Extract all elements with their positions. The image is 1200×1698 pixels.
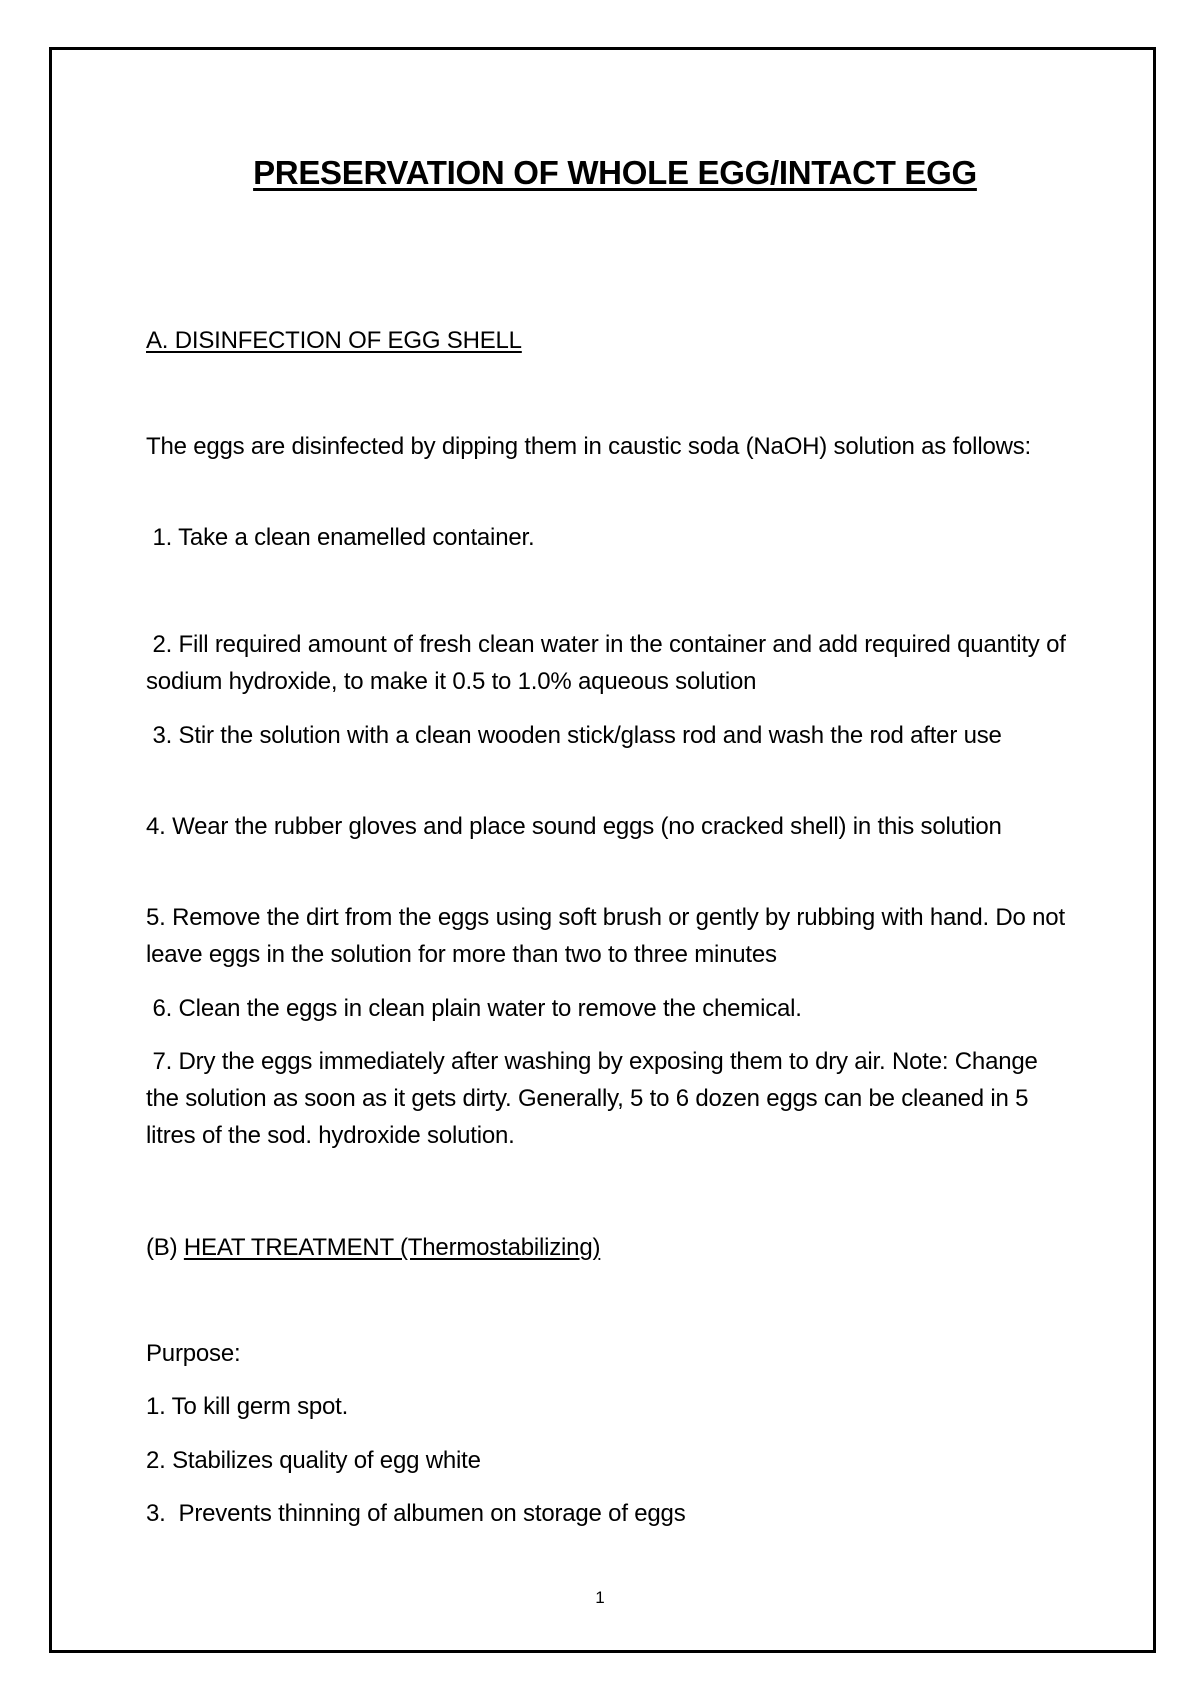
section-a-step-6: 6. Clean the eggs in clean plain water to remove the chemical. — [146, 995, 802, 1022]
section-a-step-4: 4. Wear the rubber gloves and place sound eggs (no cracked shell) in this solution — [146, 813, 1002, 840]
section-a-step-1: 1. Take a clean enamelled container. — [146, 524, 535, 551]
section-a-intro: The eggs are disinfected by dipping them in caustic soda (NaOH) solution as follows: — [146, 433, 1031, 460]
section-b-item-2: 2. Stabilizes quality of egg white — [146, 1447, 481, 1474]
section-a-heading — [146, 322, 1076, 359]
section-b-item-1: 1. To kill germ spot. — [146, 1393, 349, 1420]
section-a-heading-text: A. DISINFECTION OF EGG SHELL — [146, 327, 522, 354]
section-b-item-3: 3. Prevents thinning of albumen on storage of eggs — [146, 1500, 686, 1527]
section-a-step-2: 2. Fill required amount of fresh clean water in the container and add required quantity of sodium hydroxide, to make it 0.5 to 1.0% aqueous solution — [146, 631, 1073, 695]
section-b-purpose-label: Purpose: — [146, 1340, 241, 1367]
section-b-heading — [146, 1229, 1076, 1266]
section-b-prefix: (B) — [146, 1234, 184, 1261]
section-b-heading-text: HEAT TREATMENT (Thermostabilizing) — [183, 1234, 601, 1261]
section-a-step-3: 3. Stir the solution with a clean wooden stick/glass rod and wash the rod after use — [146, 722, 1002, 749]
section-a-step-7: 7. Dry the eggs immediately after washing by exposing them to dry air. Note: Change the solution as soon as it gets dirty. Generally, 5 to 6 dozen eggs can be cleaned in 5 litres of the sod. hydroxide solution. — [146, 1048, 1045, 1149]
page-title: PRESERVATION OF WHOLE EGG/INTACT EGG — [253, 154, 977, 191]
page-number: 1 — [595, 1588, 605, 1607]
section-a-step-5: 5. Remove the dirt from the eggs using soft brush or gently by rubbing with hand. Do not leave eggs in the solution for more than two to three minutes — [146, 904, 1065, 968]
